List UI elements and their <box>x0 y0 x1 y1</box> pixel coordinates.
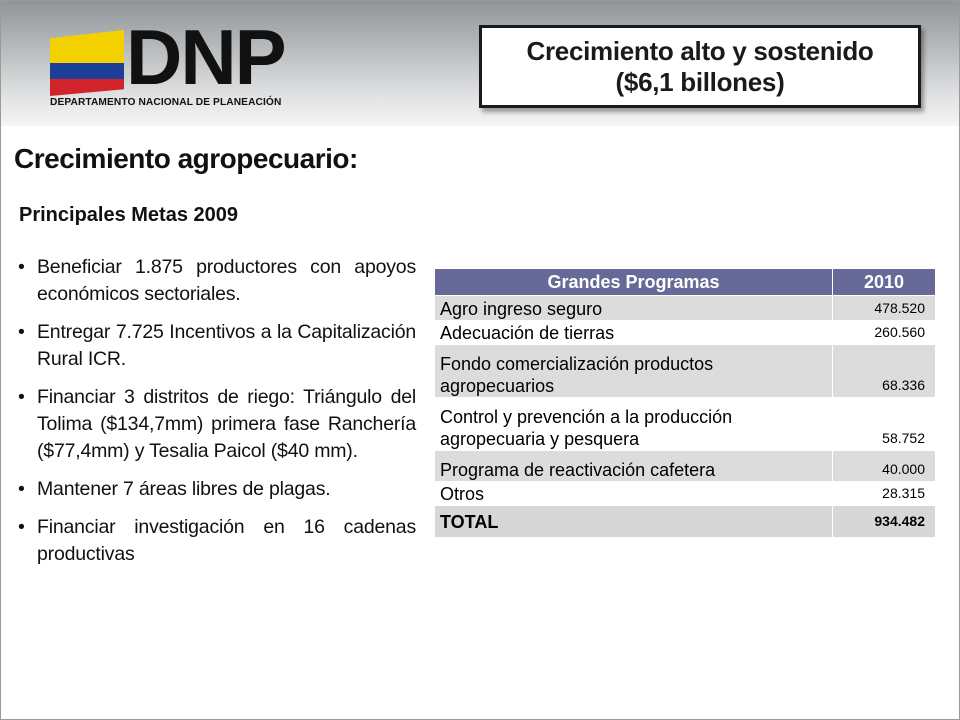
bullet-icon: • <box>18 478 25 500</box>
program-name: Otros <box>435 482 833 506</box>
goals-list <box>18 254 416 579</box>
program-name: Control y prevención a la producción agropecuaria y pesquera <box>435 398 833 451</box>
goal-item <box>18 384 416 465</box>
header-year: 2010 <box>833 269 936 296</box>
colombia-flag-icon <box>50 30 124 96</box>
program-name: Programa de reactivación cafetera <box>435 451 833 482</box>
total-label: TOTAL <box>435 506 833 538</box>
program-value: 28.315 <box>833 482 936 506</box>
goal-item <box>18 476 416 503</box>
bullet-icon: • <box>18 516 25 538</box>
goal-text: Financiar 3 distritos de riego: Triángulo del Tolima ($134,7mm) primera fase Ranchería ($77,4mm) y Tesalia Paicol ($40 mm). <box>37 386 416 462</box>
programs-table <box>434 268 936 538</box>
goal-text: Entregar 7.725 Incentivos a la Capitalización Rural ICR. <box>37 321 416 370</box>
table-row <box>435 398 936 451</box>
total-value: 934.482 <box>833 506 936 538</box>
program-name: Adecuación de tierras <box>435 321 833 345</box>
goal-item <box>18 254 416 308</box>
goal-item <box>18 319 416 373</box>
program-name: Agro ingreso seguro <box>435 296 833 321</box>
goal-text: Beneficiar 1.875 productores con apoyos económicos sectoriales. <box>37 256 416 305</box>
section-title: Crecimiento agropecuario: <box>14 143 358 174</box>
logo-wordmark: DNP <box>126 13 285 101</box>
goals-subheading: Principales Metas 2009 <box>19 204 239 226</box>
program-value: 478.520 <box>833 296 936 321</box>
dnp-logo <box>50 13 300 118</box>
table-row <box>435 482 936 506</box>
header-programs: Grandes Programas <box>435 269 833 296</box>
program-value: 68.336 <box>833 345 936 398</box>
program-value: 58.752 <box>833 398 936 451</box>
table-row <box>435 296 936 321</box>
table-row <box>435 451 936 482</box>
bullet-icon: • <box>18 321 25 343</box>
goal-text: Mantener 7 áreas libres de plagas. <box>37 478 331 500</box>
slide-title-line-1: Crecimiento alto y sostenido <box>526 35 874 66</box>
table-row <box>435 345 936 398</box>
slide-title-box <box>479 25 921 108</box>
program-name: Fondo comercialización productos agropecuarios <box>435 345 833 398</box>
bullet-icon: • <box>18 256 25 278</box>
goal-text: Financiar investigación en 16 cadenas productivas <box>37 516 416 565</box>
table-total-row <box>435 506 936 538</box>
program-value: 260.560 <box>833 321 936 345</box>
table-header-row <box>435 269 936 296</box>
logo-subtitle: DEPARTAMENTO NACIONAL DE PLANEACIÓN <box>50 97 282 108</box>
program-value: 40.000 <box>833 451 936 482</box>
bullet-icon: • <box>18 386 25 408</box>
table-row <box>435 321 936 345</box>
slide-title-line-2: ($6,1 billones) <box>615 66 785 97</box>
goal-item <box>18 514 416 568</box>
